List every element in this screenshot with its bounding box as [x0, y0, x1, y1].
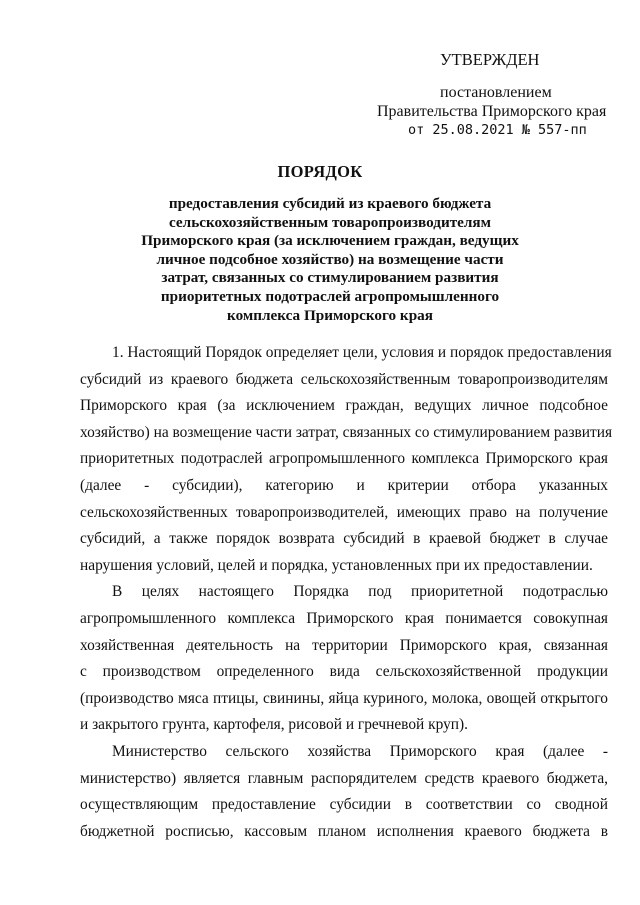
- text-line: субсидий, а также порядок возврата субсидий в краевой бюджет в случае: [80, 530, 608, 548]
- text-line: нарушения условий, целей и порядка, установленных при их предоставлении.: [80, 556, 593, 574]
- text-line: В целях настоящего Порядка под приоритетной подотраслью: [112, 583, 608, 601]
- text-line: агропромышленного комплекса Приморского края понимается совокупная: [80, 609, 608, 627]
- document-subtitle: [130, 195, 530, 325]
- text-line: бюджетной росписью, кассовым планом исполнения краевого бюджета в: [80, 822, 608, 840]
- date-number-line: от 25.08.2021 № 557-пп: [408, 122, 587, 138]
- subtitle-line: приоритетных подотраслей агропромышленного: [160, 287, 500, 305]
- text-line: с производством определенного вида сельскохозяйственной продукции: [80, 663, 608, 681]
- document-body: [80, 340, 613, 845]
- document-title: ПОРЯДОК: [277, 162, 363, 181]
- approved-heading: УТВЕРЖДЕН: [440, 50, 540, 69]
- text-line: (далее - субсидии), категорию и критерии отбора указанных: [80, 476, 608, 494]
- text-line: приоритетных подотраслей агропромышленного комплекса Приморского края: [80, 450, 608, 468]
- text-line: Министерство сельского хозяйства Приморского края (далее -: [112, 742, 608, 760]
- paragraph-2: [80, 579, 608, 739]
- subtitle-line: комплекса Приморского края: [227, 306, 433, 324]
- text-line: осуществляющим предоставление субсидии в соответствии со сводной: [80, 796, 608, 814]
- subtitle-line: затрат, связанных со стимулированием развития: [161, 269, 499, 287]
- decree-line: постановлением: [440, 84, 552, 101]
- text-line: субсидий из краевого бюджета сельскохозяйственным товаропроизводителям: [80, 370, 608, 388]
- text-line: хозяйство) на возмещение части затрат, связанных со стимулированием развития: [80, 423, 613, 441]
- text-line: 1. Настоящий Порядок определяет цели, условия и порядок предоставления: [112, 344, 612, 361]
- subtitle-line: личное подсобное хозяйство) на возмещение части: [156, 250, 504, 268]
- government-line: Правительства Приморского края: [377, 103, 607, 120]
- text-line: и закрытого грунта, картофеля, рисовой и гречневой круп).: [80, 716, 468, 734]
- text-line: сельскохозяйственных товаропроизводителей, имеющих право на получение: [80, 503, 608, 521]
- subtitle-line: предоставления субсидий из краевого бюджета: [168, 195, 492, 212]
- paragraph-1: [80, 340, 613, 579]
- text-line: Приморского края (за исключением граждан, ведущих личное подсобное: [80, 397, 608, 415]
- text-line: министерство) является главным распорядителем средств краевого бюджета,: [80, 769, 608, 787]
- paragraph-3: [80, 739, 608, 845]
- text-line: хозяйственная деятельность на территории Приморского края, связанная: [80, 636, 608, 654]
- subtitle-line: сельскохозяйственным товаропроизводителям: [169, 213, 491, 231]
- text-line: (производство мяса птицы, свинины, яйца куриного, молока, овощей открытого: [80, 689, 608, 707]
- subtitle-line: Приморского края (за исключением граждан, ведущих: [141, 232, 519, 250]
